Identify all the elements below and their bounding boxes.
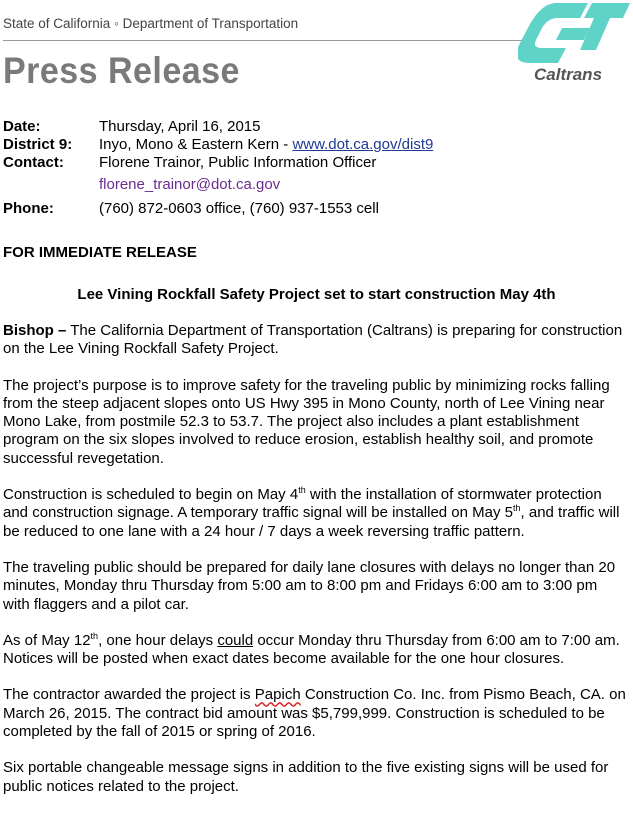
district-text: Inyo, Mono & Eastern Kern - xyxy=(99,136,293,153)
contact-value: Florene Trainor, Public Information Officer xyxy=(99,154,377,171)
body-paragraph-3: Construction is scheduled to begin on May 4th with the installation of stormwater protection and construction signage. A temporary traffic signal will be installed on May 5th, and traffic will be reduced to one lane with a 24 hour / 7 days a week reversing traffic pattern. xyxy=(3,485,620,540)
press-release-body xyxy=(3,322,628,814)
body-paragraph-7: Six portable changeable message signs in addition to the five existing signs will be used for public notices related to the project. xyxy=(3,759,609,795)
meta-row-contact xyxy=(3,154,433,172)
contractor-name: Papich xyxy=(254,686,301,704)
phone-value: (760) 872-0603 office, (760) 937-1553 cell xyxy=(99,200,379,217)
body-paragraph-5: As of May 12th, one hour delays could occur Monday thru Thursday from 6:00 am to 7:00 am. Notices will be posted when exact dates become available for the one hour closures. xyxy=(3,630,620,668)
district-label: District 9: xyxy=(3,136,73,153)
caltrans-ct-mark-icon xyxy=(518,3,630,63)
district-website-link[interactable]: www.dot.ca.gov/dist9 xyxy=(292,136,434,153)
phone-label: Phone: xyxy=(3,200,54,217)
date-value: Thursday, April 16, 2015 xyxy=(99,118,261,135)
contact-label: Contact: xyxy=(3,154,64,171)
body-paragraph-4: The traveling public should be prepared for daily lane closures with delays no longer than 20 minutes, Monday thru Thursday from 5:00 am to 8:00 pm and Fridays 6:00 am to 3:00 pm with flaggers and a pilot car. xyxy=(3,558,616,613)
meta-row-date xyxy=(3,118,433,136)
body-paragraph-1: Bishop – The California Department of Transportation (Caltrans) is preparing for construction on the Lee Vining Rockfall Safety Project. xyxy=(3,322,623,358)
header-rule xyxy=(3,40,523,41)
meta-row-email xyxy=(3,172,433,194)
press-release-title: Press Release xyxy=(3,50,240,91)
release-meta xyxy=(3,118,433,218)
agency-header-line: State of California ◦ Department of Transportation xyxy=(3,16,299,31)
underlined-could: could xyxy=(217,631,254,649)
district-value xyxy=(99,136,433,154)
meta-row-district xyxy=(3,136,433,154)
body-paragraph-6: The contractor awarded the project is Papich Construction Co. Inc. from Pismo Beach, CA. on March 26, 2015. The contract bid amount was $5,799,999. Construction is scheduled to be completed by the fall of 2015 or spring of 2016. xyxy=(3,686,626,741)
dateline: Bishop – xyxy=(3,322,67,339)
date-label: Date: xyxy=(3,118,41,135)
press-release-headline: Lee Vining Rockfall Safety Project set to start construction May 4th xyxy=(77,286,556,303)
meta-row-phone xyxy=(3,200,433,218)
body-paragraph-2: The project’s purpose is to improve safety for the traveling public by minimizing rocks falling from the steep adjacent slopes onto US Hwy 395 in Mono County, north of Lee Vining near Mono Lake, from postmile 52.3 to 53.7. The project also includes a plant establishment program on the six slopes involved to reduce erosion, establish healthy soil, and promote successful revegetation. xyxy=(3,376,610,467)
contact-email-link[interactable]: florene_trainor@dot.ca.gov xyxy=(99,176,281,193)
immediate-release-label: FOR IMMEDIATE RELEASE xyxy=(3,244,197,261)
caltrans-logo xyxy=(518,0,633,88)
caltrans-logo-text: Caltrans xyxy=(534,65,603,84)
